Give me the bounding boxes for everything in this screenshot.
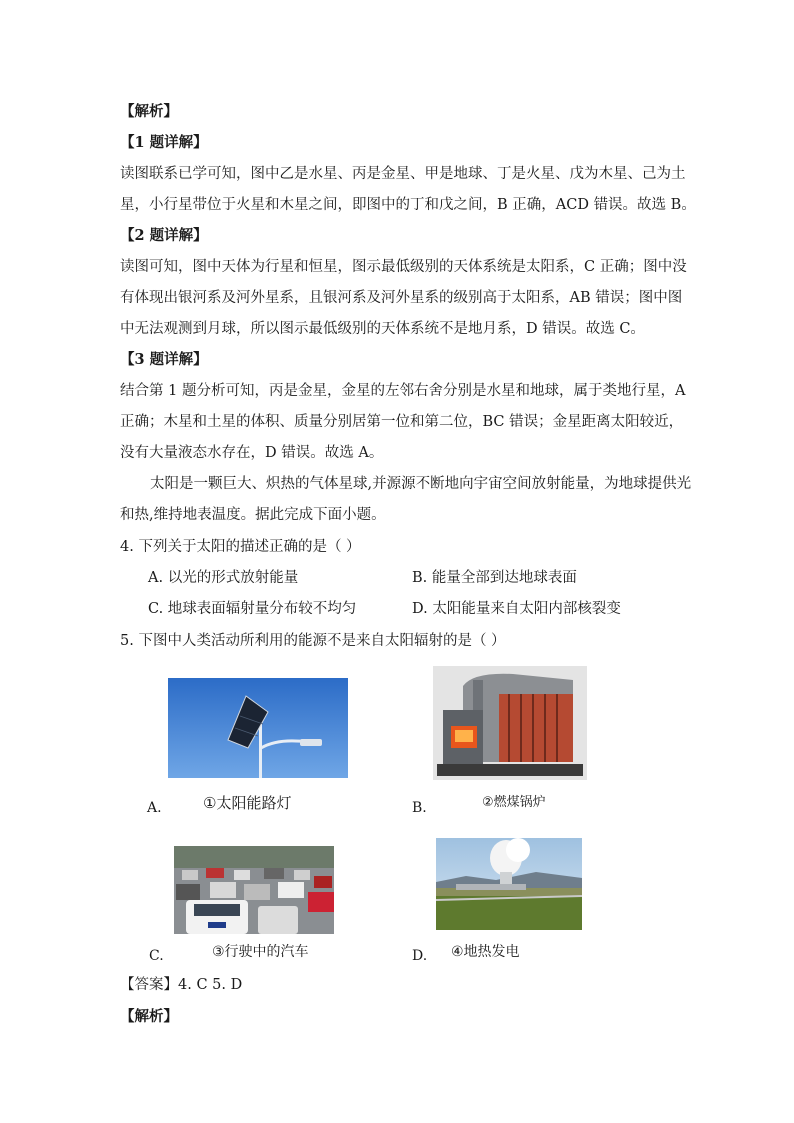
q2-text-line: 读图可知，图中天体为行星和恒星，图示最低级别的天体系统是太阳系，C 正确；图中没	[120, 259, 687, 275]
q4-option-c: C. 地球表面辐射量分布较不均匀	[148, 601, 357, 617]
caption-driving-car: ③行驶中的汽车	[212, 944, 309, 960]
caption-coal-boiler: ②燃煤锅炉	[482, 795, 546, 810]
geothermal-plant-image	[436, 838, 582, 930]
q4-option-a: A. 以光的形式放射能量	[148, 570, 299, 586]
q1-heading: 【1 题详解】	[120, 134, 208, 151]
q3-text-line: 没有大量液态水存在，D 错误。故选 A。	[120, 445, 384, 461]
q1-text-line: 星，小行星带位于火星和木星之间，即图中的丁和戊之间，B 正确，ACD 错误。故选 B。	[120, 197, 696, 213]
answer-line: 【答案】4. C 5. D	[120, 977, 243, 993]
picture-letter-a: A.	[147, 800, 162, 816]
intro-text-line: 和热,维持地表温度。据此完成下面小题。	[120, 507, 386, 523]
q4-option-d: D. 太阳能量来自太阳内部核裂变	[412, 601, 621, 617]
picture-letter-c: C.	[149, 948, 164, 964]
q4-stem: 4. 下列关于太阳的描述正确的是（ ）	[120, 539, 361, 555]
caption-geothermal-power: ④地热发电	[451, 944, 520, 960]
q4-option-b: B. 能量全部到达地球表面	[412, 570, 577, 586]
q3-text-line: 结合第 1 题分析可知，丙是金星，金星的左邻右舍分别是水星和地球，属于类地行星，A	[120, 383, 686, 399]
picture-letter-b: B.	[412, 800, 427, 816]
q3-heading: 【3 题详解】	[120, 351, 208, 368]
q2-heading: 【2 题详解】	[120, 227, 208, 244]
caption-solar-street-lamp: ①太阳能路灯	[203, 794, 292, 812]
q5-stem: 5. 下图中人类活动所利用的能源不是来自太阳辐射的是（ ）	[120, 633, 506, 649]
q2-text-line: 中无法观测到月球，所以图示最低级别的天体系统不是地月系，D 错误。故选 C。	[120, 321, 645, 337]
q3-text-line: 正确；木星和土星的体积、质量分别居第一位和第二位，BC 错误；金星距离太阳较近，	[120, 414, 684, 430]
intro-text-line: 太阳是一颗巨大、炽热的气体星球,并源源不断地向宇宙空间放射能量，为地球提供光	[150, 476, 692, 492]
q1-text-line: 读图联系已学可知，图中乙是水星、丙是金星、甲是地球、丁是火星、戊为木星、己为土	[120, 166, 686, 182]
analysis-heading-2: 【解析】	[120, 1008, 178, 1025]
solar-street-lamp-image	[168, 678, 348, 778]
traffic-cars-image	[174, 846, 334, 934]
q2-text-line: 有体现出银河系及河外星系，且银河系及河外星系的级别高于太阳系，AB 错误；图中图	[120, 290, 683, 306]
picture-letter-d: D.	[412, 948, 428, 964]
analysis-heading: 【解析】	[120, 103, 178, 120]
coal-boiler-image	[433, 666, 587, 780]
